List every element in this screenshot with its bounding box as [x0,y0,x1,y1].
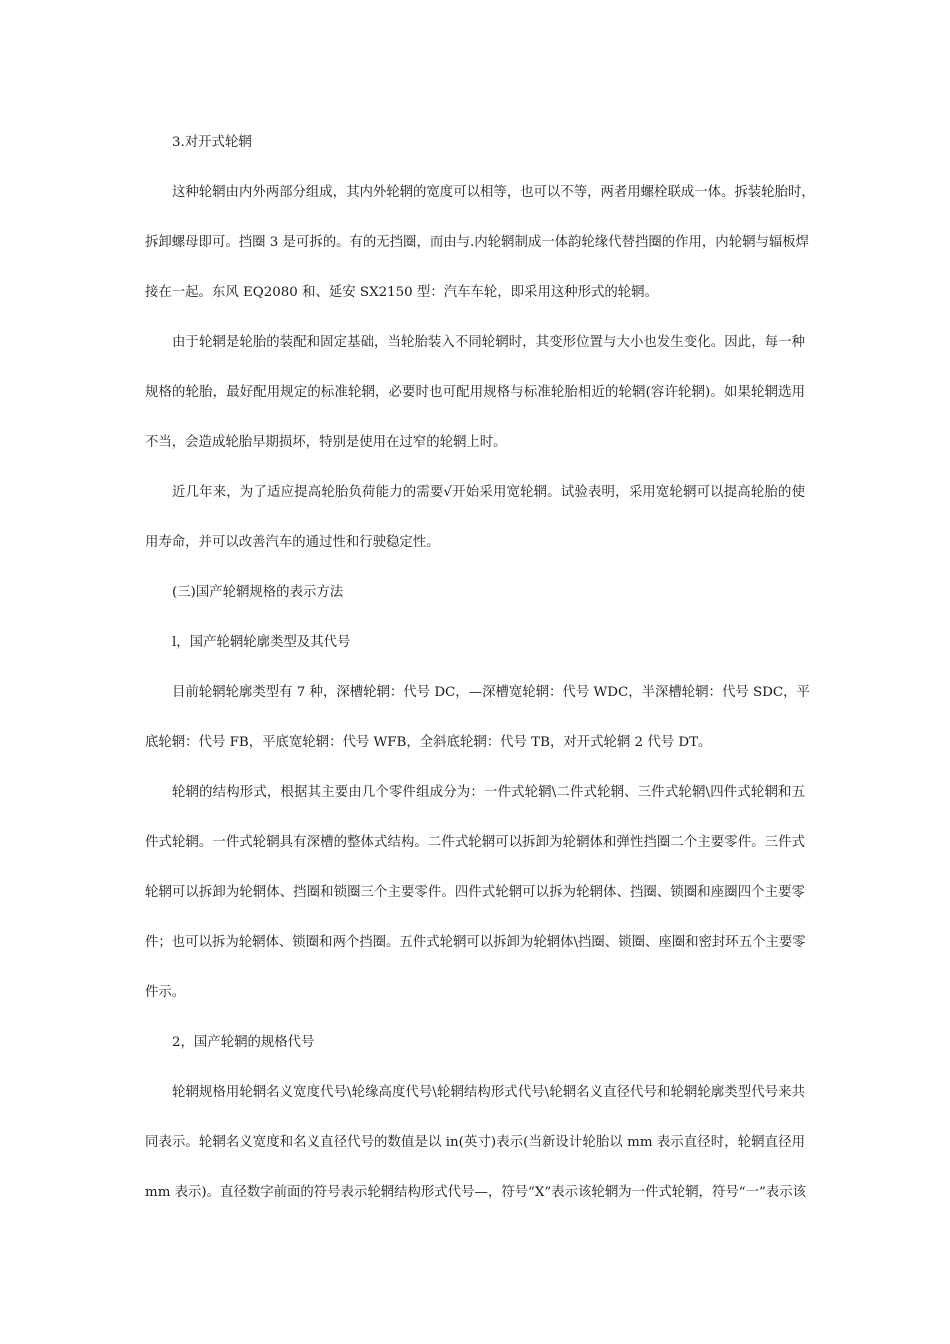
paragraph-line: 由于轮辋是轮胎的装配和固定基础，当轮胎装入不同轮辋时，其变形位置与大小也发生变化。因此，每一种 [172,335,805,350]
paragraph-line: 用寿命，并可以改善汽车的通过性和行驶稳定性。 [145,535,440,550]
paragraph-line: 轮辋规格用轮辋名义宽度代号\轮缘高度代号\轮辋结构形式代号\轮辋名义直径代号和轮辋轮廓类型代号来共 [172,1085,805,1100]
subsection-heading-profile-types: l，国产轮辋轮廓类型及其代号 [172,635,351,650]
paragraph-line: 件式轮辋。一件式轮辋具有深槽的整体式结构。二件式轮辋可以拆卸为轮辋体和弹性挡圈二个主要零件。三件式 [145,835,805,850]
subsection-heading-spec-code: 2，国产轮辋的规格代号 [172,1035,315,1050]
paragraph-line: 接在一起。东风 EQ2080 和、延安 SX2150 型：汽车车轮，即采用这种形式的轮辋。 [145,285,658,300]
paragraph-line: 近几年来，为了适应提高轮胎负荷能力的需要√开始采用宽轮辋。试验表明，采用宽轮辋可以提高轮胎的使 [172,485,805,500]
paragraph-line: 拆卸螺母即可。挡圈 3 是可拆的。有的无挡圈，而由与.内轮辋制成一体韵轮缘代替挡圈的作用，内轮辋与辐板焊 [145,235,810,250]
paragraph-line: 件示。 [145,985,186,1000]
paragraph-line: 这种轮辋由内外两部分组成，其内外轮辋的宽度可以相等，也可以不等，两者用螺栓联成一体。拆装轮胎时， [172,185,815,200]
paragraph-line: 轮辋可以拆卸为轮辋体、挡圈和锁圈三个主要零件。四件式轮辋可以拆为轮辋体、挡圈、锁圈和座圈四个主要零 [145,885,805,900]
paragraph-line: 规格的轮胎，最好配用规定的标准轮辋，必要时也可配用规格与标准轮胎相近的轮辋(容许轮辋)。如果轮辋选用 [145,385,805,400]
paragraph-line: 目前轮辋轮廓类型有 7 种，深槽轮辋：代号 DC，—深槽宽轮辋：代号 WDC，半深槽轮辋：代号 SDC，平 [172,685,810,700]
paragraph-line: 同表示。轮辋名义宽度和名义直径代号的数值是以 in(英寸)表示(当新设计轮胎以 mm 表示直径时，轮辋直径用 [145,1135,805,1150]
paragraph-line: 件；也可以拆为轮辋体、锁圈和两个挡圈。五件式轮辋可以拆卸为轮辋体\挡圈、锁圈、座圈和密封环五个主要零 [145,935,806,950]
paragraph-line: 底轮辋：代号 FB，平底宽轮辋：代号 WFB，全斜底轮辋：代号 TB，对开式轮辋 2 代号 DT。 [145,735,712,750]
paragraph-line: mm 表示)。直径数字前面的符号表示轮辋结构形式代号—，符号“X”表示该轮辋为一件式轮辋，符号“一”表示该 [145,1185,806,1200]
section-heading-rim-spec: (三)国产轮辋规格的表示方法 [172,585,344,600]
paragraph-line: 轮辋的结构形式，根据其主要由几个零件组成分为：一件式轮辋\二件式轮辋、三件式轮辋\四件式轮辋和五 [172,785,805,800]
section-heading-split-rim: 3.对开式轮辋 [172,135,252,150]
paragraph-line: 不当，会造成轮胎早期损坏，特别是使用在过窄的轮辋上时。 [145,435,507,450]
